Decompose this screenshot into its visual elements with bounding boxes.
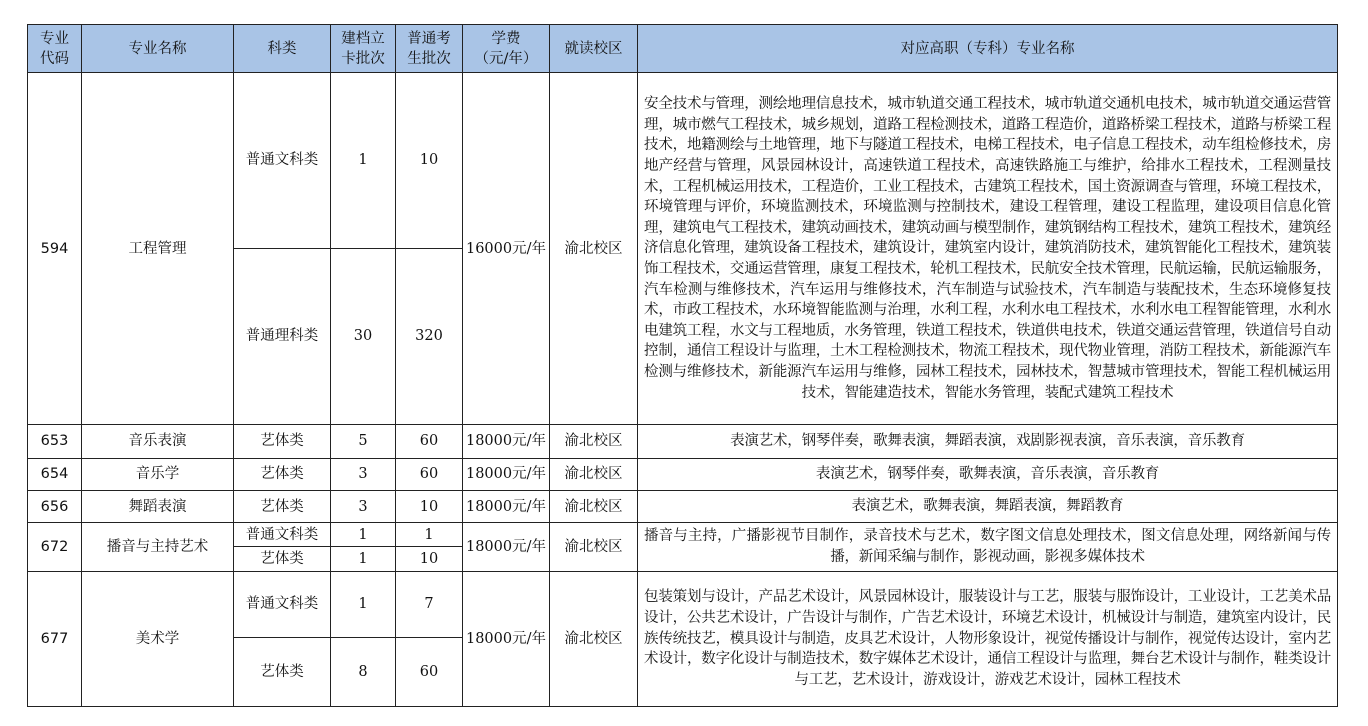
table-row bbox=[28, 571, 1338, 638]
major-code: 653 bbox=[28, 425, 82, 458]
batch1-cell: 8 bbox=[331, 638, 396, 707]
header-batch1: 建档立 卡批次 bbox=[331, 25, 396, 73]
enrollment-table bbox=[27, 24, 1338, 707]
batch2-cell: 60 bbox=[396, 638, 463, 707]
batch2-cell: 10 bbox=[396, 73, 463, 249]
category-cell: 艺体类 bbox=[234, 425, 331, 458]
tuition-cell: 16000元/年 bbox=[463, 73, 550, 425]
header-row bbox=[28, 25, 1338, 73]
table-row bbox=[28, 425, 1338, 458]
batch1-cell: 3 bbox=[331, 458, 396, 490]
tuition-cell: 18000元/年 bbox=[463, 523, 550, 571]
batch2-cell: 7 bbox=[396, 571, 463, 638]
major-code: 677 bbox=[28, 571, 82, 706]
campus-cell: 渝北校区 bbox=[550, 571, 638, 706]
tuition-cell: 18000元/年 bbox=[463, 571, 550, 706]
category-cell: 普通文科类 bbox=[234, 73, 331, 249]
header-category: 科类 bbox=[234, 25, 331, 73]
major-name: 音乐表演 bbox=[82, 425, 234, 458]
campus-cell: 渝北校区 bbox=[550, 73, 638, 425]
batch1-cell: 3 bbox=[331, 490, 396, 522]
batch2-cell: 320 bbox=[396, 248, 463, 425]
campus-cell: 渝北校区 bbox=[550, 458, 638, 490]
major-name: 工程管理 bbox=[82, 73, 234, 425]
category-cell: 艺体类 bbox=[234, 547, 331, 571]
table-row bbox=[28, 458, 1338, 490]
major-name: 美术学 bbox=[82, 571, 234, 706]
header-code: 专业 代码 bbox=[28, 25, 82, 73]
tuition-cell: 18000元/年 bbox=[463, 490, 550, 522]
category-cell: 艺体类 bbox=[234, 458, 331, 490]
batch1-cell: 1 bbox=[331, 547, 396, 571]
major-name: 舞蹈表演 bbox=[82, 490, 234, 522]
tuition-cell: 18000元/年 bbox=[463, 458, 550, 490]
major-code: 654 bbox=[28, 458, 82, 490]
batch1-cell: 1 bbox=[331, 571, 396, 638]
tuition-cell: 18000元/年 bbox=[463, 425, 550, 458]
batch2-cell: 60 bbox=[396, 425, 463, 458]
batch2-cell: 10 bbox=[396, 490, 463, 522]
batch2-cell: 1 bbox=[396, 523, 463, 547]
category-cell: 普通文科类 bbox=[234, 523, 331, 547]
table-row bbox=[28, 523, 1338, 547]
batch1-cell: 30 bbox=[331, 248, 396, 425]
majors-cell: 播音与主持，广播影视节目制作，录音技术与艺术，数字图文信息处理技术，图文信息处理，网络新闻与传播，新闻采编与制作，影视动画，影视多媒体技术 bbox=[638, 523, 1338, 571]
batch2-cell: 60 bbox=[396, 458, 463, 490]
majors-cell: 包装策划与设计，产品艺术设计，风景园林设计，服装设计与工艺，服装与服饰设计，工业设计，工艺美术品设计，公共艺术设计，广告设计与制作，广告艺术设计，环境艺术设计，机械设计与制造，建筑室内设计，民族传统技艺，模具设计与制造，皮具艺术设计，人物形象设计，视觉传播设计与制作，视觉传达设计，室内艺术设计，数字化设计与制造技术，数字媒体艺术设计，通信工程设计与监理，舞台艺术设计与制作，鞋类设计与工艺，艺术设计，游戏设计，游戏艺术设计，园林工程技术 bbox=[638, 571, 1338, 706]
majors-cell: 安全技术与管理，测绘地理信息技术，城市轨道交通工程技术，城市轨道交通机电技术，城市轨道交通运营管理，城市燃气工程技术，城乡规划，道路工程检测技术，道路工程造价，道路桥梁工程技术，道路与桥梁工程技术，地籍测绘与土地管理，地下与隧道工程技术，电梯工程技术，电子信息工程技术，动车组检修技术，房地产经营与管理，风景园林设计，高速铁道工程技术，高速铁路施工与维护，给排水工程技术，工程测量技术，工程机械运用技术，工程造价，工业工程技术，古建筑工程技术，国土资源调查与管理，环境工程技术，环境管理与评价，环境监测技术，环境监测与控制技术，建设工程管理，建设工程监理，建设项目信息化管理，建筑电气工程技术，建筑动画技术，建筑动画与模型制作，建筑钢结构工程技术，建筑工程技术，建筑经济信息化管理，建筑设备工程技术，建筑设计，建筑室内设计，建筑消防技术，建筑智能化工程技术，建筑装饰工程技术，交通运营管理，康复工程技术，轮机工程技术，民航安全技术管理，民航运输，民航运输服务，汽车检测与维修技术，汽车运用与维修技术，汽车制造与试验技术，汽车制造与装配技术，生态环境修复技术，市政工程技术，水环境智能监测与治理，水利工程，水利水电工程技术，水利水电工程智能管理，水利水电建筑工程，水文与工程地质，水务管理，铁道工程技术，铁道供电技术，铁道交通运营管理，铁道信号自动控制，通信工程设计与监理，土木工程检测技术，物流工程技术，现代物业管理，消防工程技术，新能源汽车检测与维修技术，新能源汽车运用与维修，园林工程技术，园林技术，智慧城市管理技术，智能工程机械运用技术，智能建造技术，智能水务管理，装配式建筑工程技术 bbox=[638, 73, 1338, 425]
major-code: 594 bbox=[28, 73, 82, 425]
batch2-cell: 10 bbox=[396, 547, 463, 571]
header-name: 专业名称 bbox=[82, 25, 234, 73]
majors-cell: 表演艺术，钢琴伴奏，歌舞表演，舞蹈表演，戏剧影视表演，音乐表演，音乐教育 bbox=[638, 425, 1338, 458]
major-code: 656 bbox=[28, 490, 82, 522]
campus-cell: 渝北校区 bbox=[550, 490, 638, 522]
batch1-cell: 1 bbox=[331, 73, 396, 249]
category-cell: 艺体类 bbox=[234, 638, 331, 707]
header-batch2: 普通考 生批次 bbox=[396, 25, 463, 73]
batch1-cell: 5 bbox=[331, 425, 396, 458]
header-majors: 对应高职（专科）专业名称 bbox=[638, 25, 1338, 73]
majors-cell: 表演艺术，歌舞表演，舞蹈表演，舞蹈教育 bbox=[638, 490, 1338, 522]
batch1-cell: 1 bbox=[331, 523, 396, 547]
campus-cell: 渝北校区 bbox=[550, 425, 638, 458]
category-cell: 艺体类 bbox=[234, 490, 331, 522]
category-cell: 普通文科类 bbox=[234, 571, 331, 638]
header-campus: 就读校区 bbox=[550, 25, 638, 73]
major-code: 672 bbox=[28, 523, 82, 571]
major-name: 音乐学 bbox=[82, 458, 234, 490]
header-tuition: 学费 （元/年） bbox=[463, 25, 550, 73]
table-row bbox=[28, 73, 1338, 249]
table-row bbox=[28, 490, 1338, 522]
majors-cell: 表演艺术，钢琴伴奏，歌舞表演，音乐表演，音乐教育 bbox=[638, 458, 1338, 490]
campus-cell: 渝北校区 bbox=[550, 523, 638, 571]
category-cell: 普通理科类 bbox=[234, 248, 331, 425]
major-name: 播音与主持艺术 bbox=[82, 523, 234, 571]
